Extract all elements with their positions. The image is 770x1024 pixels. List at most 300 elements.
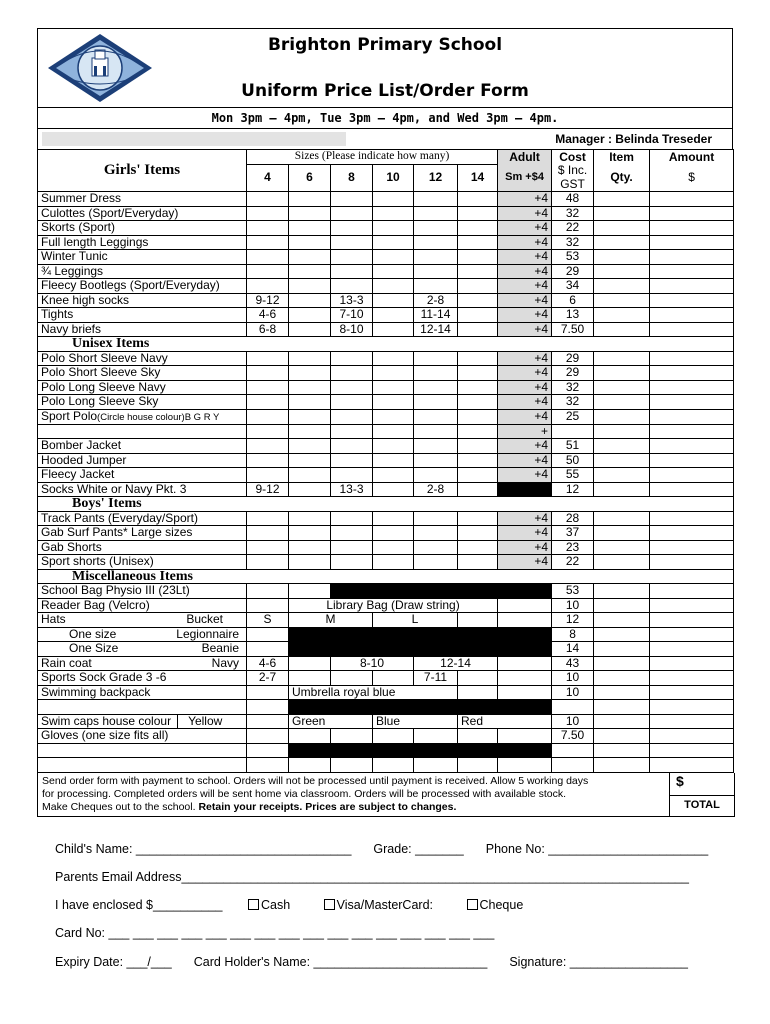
item-row [38,235,734,250]
adult-heading: Adult [498,150,552,165]
cost-cell: 32 [552,395,594,410]
cost-cell: 50 [552,453,594,468]
size-cell[interactable]: 13-3 [331,482,373,497]
expiry-field[interactable]: Expiry Date: ___/___ [55,955,172,969]
amount-cell[interactable] [650,206,734,221]
cash-option[interactable] [248,898,312,912]
adult-surcharge: +4 [498,366,552,381]
qty-cell[interactable] [594,250,650,265]
size-cell[interactable] [414,540,458,555]
boys-section [38,497,734,512]
size-cell[interactable]: 12-14 [414,322,458,337]
cost-cell: 37 [552,526,594,541]
amount-cell[interactable] [650,598,734,613]
amount-cell[interactable] [650,656,734,671]
size-cell[interactable] [289,351,331,366]
size-cell[interactable] [331,221,373,236]
misc-row [38,584,734,599]
size-cell[interactable] [373,395,414,410]
size-cell[interactable] [289,221,331,236]
qty-cell[interactable] [594,395,650,410]
size-cell[interactable] [247,235,289,250]
size-cell[interactable] [414,206,458,221]
size-cell[interactable] [289,395,331,410]
blank [498,656,552,671]
signature-field[interactable]: Signature: _________________ [509,955,688,969]
size-cell[interactable] [458,221,498,236]
size-cell[interactable] [289,424,331,439]
item-label: Sport shorts (Unisex) [41,554,154,569]
size-cell[interactable] [373,526,414,541]
adult-surcharge: +4 [498,351,552,366]
item-label: Polo Short Sleeve Navy [41,351,168,365]
size-cell[interactable] [414,439,458,454]
cash-label: Cash [261,898,291,912]
adult-surcharge: +4 [498,308,552,323]
size-m: M [289,613,373,628]
size-cell[interactable] [289,293,331,308]
size-cell[interactable] [458,308,498,323]
size-cell[interactable] [289,366,331,381]
size-cell[interactable] [373,380,414,395]
size-cell[interactable] [373,322,414,337]
size-cell[interactable] [289,468,331,483]
size-cell[interactable] [331,192,373,207]
size-cell[interactable] [458,366,498,381]
qty-cell[interactable] [594,743,650,758]
size-cell[interactable] [373,351,414,366]
blank [289,729,331,744]
visa-option[interactable] [324,898,455,912]
amount-cell[interactable] [650,526,734,541]
size-cell[interactable] [247,555,289,570]
item-name [38,453,247,468]
qty-cell[interactable] [594,482,650,497]
size-cell[interactable] [331,424,373,439]
size-cell[interactable] [289,540,331,555]
size-cell[interactable] [289,511,331,526]
size-cell[interactable] [289,192,331,207]
size-cell[interactable] [373,424,414,439]
size-cell[interactable] [458,526,498,541]
size-cell[interactable]: 4-6 [247,308,289,323]
size-cell[interactable] [247,526,289,541]
size-cell[interactable] [331,409,373,424]
size-cell[interactable] [373,482,414,497]
size-cell[interactable] [373,279,414,294]
card-holder-field[interactable]: Card Holder's Name: _________________________ [193,955,488,969]
cheque-checkbox[interactable] [467,899,478,910]
size-cell[interactable] [414,555,458,570]
item-label: Skorts (Sport) [41,220,116,235]
misc-row [38,714,734,729]
size-cell[interactable] [247,264,289,279]
size-cell[interactable] [289,439,331,454]
size-cell[interactable] [458,235,498,250]
size-cell[interactable] [247,439,289,454]
amount-cell[interactable] [650,366,734,381]
qty-cell[interactable] [594,656,650,671]
size-cell[interactable] [289,453,331,468]
amount-cell[interactable] [650,409,734,424]
size-cell[interactable] [331,380,373,395]
adult-cell [498,482,552,497]
qty-cell[interactable] [594,322,650,337]
size-cell[interactable] [331,366,373,381]
size-cell[interactable] [247,351,289,366]
size-cell[interactable] [247,206,289,221]
size-cell[interactable] [289,322,331,337]
size-cell[interactable] [289,250,331,265]
size-cell[interactable] [331,511,373,526]
size-cell[interactable] [414,526,458,541]
size-cell[interactable] [373,293,414,308]
size-cell[interactable] [331,395,373,410]
size-cell[interactable] [414,351,458,366]
qty-cell[interactable] [594,584,650,599]
amount-cell[interactable] [650,642,734,657]
size-cell[interactable] [247,250,289,265]
cost-cell: 10 [552,685,594,700]
size-cell[interactable] [289,409,331,424]
size-cell[interactable] [247,395,289,410]
qty-cell[interactable] [594,366,650,381]
amount-cell[interactable] [650,540,734,555]
size-cell[interactable] [373,264,414,279]
size-cell[interactable] [247,511,289,526]
qty-cell[interactable] [594,192,650,207]
amount-cell[interactable] [650,439,734,454]
size-cell[interactable]: 11-14 [414,308,458,323]
qty-cell[interactable] [594,714,650,729]
size-cell[interactable] [373,555,414,570]
size-cell[interactable] [331,279,373,294]
adult-surcharge: + [498,424,552,439]
size-cell[interactable] [289,235,331,250]
qty-cell[interactable] [594,206,650,221]
payment-row [55,898,567,912]
amount-cell[interactable] [650,351,734,366]
size-cell[interactable] [458,468,498,483]
size-cell[interactable] [458,439,498,454]
size-cell[interactable] [414,395,458,410]
size-cell[interactable] [458,380,498,395]
size-cell[interactable] [414,192,458,207]
amount-cell[interactable] [650,627,734,642]
amount-cell[interactable] [650,685,734,700]
size-6: 6 [289,164,331,192]
amount-cell[interactable] [650,250,734,265]
item-row [38,192,734,207]
size-cell[interactable] [414,468,458,483]
qty-cell[interactable] [594,424,650,439]
size-cell[interactable] [414,250,458,265]
amount-cell[interactable] [650,700,734,715]
phone-field[interactable]: Phone No: _______________________ [485,842,709,856]
size-cell[interactable] [373,453,414,468]
size-cell[interactable] [414,453,458,468]
order-instructions [38,773,670,816]
amount-cell[interactable] [650,322,734,337]
qty-cell[interactable] [594,380,650,395]
item-name [38,308,247,323]
size-cell[interactable] [247,453,289,468]
size-cell[interactable] [373,468,414,483]
size-cell[interactable] [373,308,414,323]
adult-surcharge: +4 [498,395,552,410]
item-name [38,642,247,657]
size-cell[interactable] [458,206,498,221]
qty-cell[interactable] [594,221,650,236]
amount-cell[interactable] [650,729,734,744]
amount-cell[interactable] [650,308,734,323]
size-cell[interactable] [289,308,331,323]
size-cell[interactable] [373,221,414,236]
cost-cell: 6 [552,293,594,308]
size-cell[interactable] [458,555,498,570]
amount-cell[interactable] [650,235,734,250]
blank [414,758,458,773]
qty-cell[interactable] [594,671,650,686]
enclosed-field[interactable]: I have enclosed $__________ [55,898,223,912]
size-cell[interactable] [373,439,414,454]
size-cell[interactable] [458,511,498,526]
size-cell[interactable] [414,380,458,395]
item-label: Winter Tunic [41,249,108,264]
size-cell[interactable] [247,424,289,439]
blank [458,758,498,773]
size-cell[interactable] [331,453,373,468]
price-table [37,149,734,773]
amount-cell[interactable] [650,380,734,395]
cost-cell: 13 [552,308,594,323]
blank [373,729,414,744]
size-cell[interactable] [247,409,289,424]
size-cell[interactable] [458,424,498,439]
size-cell[interactable] [414,511,458,526]
size-cell[interactable] [373,250,414,265]
size-cell[interactable]: 13-3 [331,293,373,308]
size-cell[interactable]: 9-12 [247,293,289,308]
child-name-field[interactable]: Child's Name: _______________________________ [55,842,352,856]
qty-cell[interactable] [594,685,650,700]
item-name [38,264,247,279]
size-cell[interactable] [289,380,331,395]
size-cell[interactable]: 7-10 [331,308,373,323]
item-label: Full length Leggings [41,235,149,249]
size-8: 8 [331,164,373,192]
amount-cell[interactable] [650,192,734,207]
size-cell[interactable] [331,206,373,221]
size-cell[interactable] [373,511,414,526]
misc-row [38,613,734,628]
amount-cell[interactable] [650,468,734,483]
unisex-section-title: Unisex Items [38,337,734,352]
amount-cell[interactable] [650,758,734,773]
size-cell[interactable] [414,409,458,424]
size-cell[interactable] [331,235,373,250]
unisex-section [38,337,734,352]
size-cell[interactable] [373,192,414,207]
blank [458,671,498,686]
qty-cell[interactable] [594,468,650,483]
qty-cell[interactable] [594,729,650,744]
size-cell[interactable] [289,526,331,541]
size-cell[interactable] [414,279,458,294]
size-cell[interactable] [414,424,458,439]
size-cell[interactable] [331,526,373,541]
size-cell[interactable] [458,482,498,497]
form-title: Uniform Price List/Order Form [241,81,529,101]
size-cell[interactable] [414,235,458,250]
amount-cell[interactable] [650,555,734,570]
qty-cell[interactable] [594,511,650,526]
size-cell[interactable] [458,409,498,424]
amount-cell[interactable] [650,743,734,758]
size-cell[interactable] [289,482,331,497]
item-name: Swimming backpack [38,685,247,700]
amount-cell[interactable] [650,279,734,294]
amount-cell[interactable] [650,453,734,468]
qty-cell[interactable] [594,555,650,570]
cost-cell: 22 [552,555,594,570]
cost-cell: 10 [552,714,594,729]
size-cell[interactable] [458,250,498,265]
size-cell[interactable]: 9-12 [247,482,289,497]
qty-cell[interactable] [594,540,650,555]
item-label: Polo Short Sleeve Sky [41,365,161,380]
size-cell[interactable] [247,468,289,483]
size-cell[interactable]: 8-10 [331,322,373,337]
amount-cell[interactable] [650,714,734,729]
size-cell[interactable] [414,366,458,381]
size-cell[interactable] [289,555,331,570]
email-field[interactable]: Parents Email Address_________________________________________________________________________ [55,870,689,884]
amount-cell[interactable] [650,293,734,308]
size-cell[interactable] [247,366,289,381]
size-cell[interactable] [373,235,414,250]
cheque-option[interactable] [467,898,546,912]
size-cell[interactable] [247,221,289,236]
qty-cell[interactable] [594,758,650,773]
qty-cell[interactable] [594,293,650,308]
size-cell[interactable]: 2-8 [414,482,458,497]
qty-cell[interactable] [594,453,650,468]
amount-cell[interactable] [650,613,734,628]
cost-sub1: $ Inc. [552,164,594,178]
qty-cell[interactable] [594,439,650,454]
size-cell[interactable] [331,250,373,265]
size-cell[interactable] [373,366,414,381]
instructions-line-1: Send order form with payment to school. Orders will not be processed until payment is received. Allow 5 working days [42,774,589,787]
amount-cell[interactable] [650,395,734,410]
qty-cell[interactable] [594,598,650,613]
size-cell[interactable] [458,453,498,468]
size-cell[interactable] [373,409,414,424]
size-cell[interactable] [331,555,373,570]
amount-cell[interactable] [650,221,734,236]
size-cell[interactable]: 2-8 [414,293,458,308]
amount-cell[interactable] [650,584,734,599]
visa-checkbox[interactable] [324,899,335,910]
cash-checkbox[interactable] [248,899,259,910]
qty-cell[interactable] [594,627,650,642]
girls-items-heading: Girls' Items [38,150,247,192]
adult-surcharge: +4 [498,526,552,541]
size-cell[interactable] [289,206,331,221]
column-header-row [38,150,734,165]
qty-cell[interactable] [594,700,650,715]
amount-cell[interactable] [650,671,734,686]
card-number-field[interactable]: Card No: ___ ___ ___ ___ ___ ___ ___ ___ ___ ___ ___ ___ ___ ___ ___ ___ [55,926,495,940]
item-row [38,221,734,236]
qty-cell[interactable] [594,235,650,250]
size-cell[interactable] [458,322,498,337]
order-form [37,28,733,817]
size-cell[interactable] [458,395,498,410]
size-cell[interactable] [289,279,331,294]
item-name [38,250,247,265]
item-label: Navy briefs [41,322,102,336]
cost-cell: 22 [552,221,594,236]
size-cell[interactable] [458,279,498,294]
qty-cell[interactable] [594,409,650,424]
size-cell[interactable] [331,351,373,366]
size-cell[interactable] [331,439,373,454]
size-cell[interactable] [331,264,373,279]
size-cell[interactable] [247,380,289,395]
size-cell[interactable] [414,221,458,236]
size-cell[interactable] [289,264,331,279]
qty-cell[interactable] [594,351,650,366]
qty-cell[interactable] [594,613,650,628]
amount-cell[interactable] [650,482,734,497]
card-row [55,926,516,940]
size-cell[interactable]: 6-8 [247,322,289,337]
size-cell[interactable] [331,468,373,483]
qty-cell[interactable] [594,308,650,323]
grade-field[interactable]: Grade: _______ [373,842,464,856]
amount-cell[interactable] [650,511,734,526]
qty-cell[interactable] [594,279,650,294]
size-cell[interactable] [247,192,289,207]
size-cell[interactable] [458,264,498,279]
qty-cell[interactable] [594,264,650,279]
size-cell[interactable] [458,192,498,207]
qty-cell[interactable] [594,526,650,541]
size-cell[interactable] [247,540,289,555]
item-label: Gab Surf Pants* Large sizes [41,525,193,540]
size-cell[interactable] [247,279,289,294]
size-cell[interactable] [458,540,498,555]
item-label: Tights [41,307,74,322]
size-cell[interactable] [414,264,458,279]
item-note: (Circle house colour)B G R Y [97,411,220,423]
total-amount-field[interactable]: $ [670,773,734,796]
amount-cell[interactable] [650,264,734,279]
instructions-warning: Retain your receipts. Prices are subject to changes. [198,800,457,813]
size-cell[interactable] [458,351,498,366]
blank [289,671,331,686]
cost-cell: 25 [552,409,594,424]
size-cell[interactable] [458,293,498,308]
size-cell[interactable] [373,540,414,555]
size-cell[interactable] [331,540,373,555]
amount-cell[interactable] [650,424,734,439]
size-cell[interactable] [373,206,414,221]
item-name [38,424,247,439]
qty-cell[interactable] [594,642,650,657]
